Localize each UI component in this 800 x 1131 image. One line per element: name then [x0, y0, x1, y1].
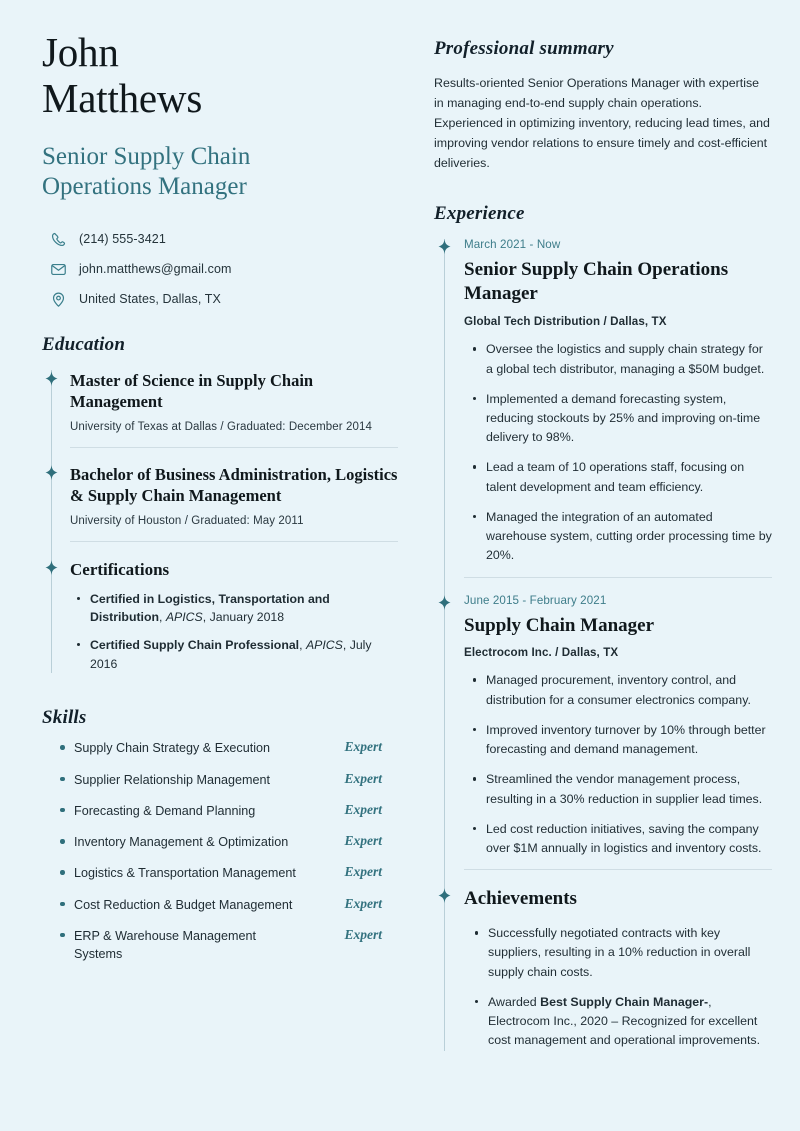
- contact-location[interactable]: [50, 291, 398, 308]
- experience-bullet: Managed the integration of an automated warehouse system, cutting order processing time by 20%.: [486, 508, 772, 566]
- candidate-name: [42, 30, 398, 122]
- experience-bullet: Managed procurement, inventory control, and distribution for a consumer electronics company.: [486, 671, 772, 709]
- phone-value: (214) 555-3421: [79, 232, 166, 247]
- education-degree: Master of Science in Supply Chain Management: [70, 370, 314, 412]
- candidate-job-title: [42, 142, 398, 203]
- education-degree: Bachelor of Business Administration, Logistics & Supply Chain Management: [70, 464, 398, 506]
- experience-item: [434, 231, 772, 577]
- experience-bullet: Oversee the logistics and supply chain strategy for a global tech distributor, managing a $50M budget.: [486, 340, 772, 378]
- certifications-list: [70, 590, 398, 674]
- experience-bullet: Implemented a demand forecasting system, reducing stockouts by 25% and improving on-time delivery to 98%.: [486, 390, 772, 448]
- experience-date: June 2015 - February 2021: [464, 593, 607, 607]
- sparkle-icon: [43, 370, 60, 387]
- skill-name: ERP & Warehouse Management Systems: [74, 928, 257, 962]
- experience-bullets: [464, 340, 772, 565]
- education-item: [42, 448, 398, 542]
- summary-text: Results-oriented Senior Operations Manager with expertise in managing end-to-end supply chain operations. Experienced in optimizing inventory, reducing lead times, and improving vendor relations to ensure timely and cost-efficient deliveries.: [434, 76, 770, 171]
- experience-date: March 2021 - Now: [464, 238, 561, 252]
- contact-email[interactable]: [50, 261, 398, 278]
- skill-item: [60, 833, 398, 851]
- certification-issuer: APICS: [165, 610, 203, 625]
- email-value: john.matthews@gmail.com: [79, 262, 232, 277]
- experience-bullet: Streamlined the vendor management process, resulting in a 30% reduction in supplier lead times.: [486, 770, 772, 808]
- education-meta: University of Houston / Graduated: May 2011: [70, 514, 304, 527]
- last-name: Matthews: [42, 74, 203, 121]
- skill-name: Cost Reduction & Budget Management: [74, 897, 293, 912]
- achievements-heading: Achievements: [464, 888, 577, 910]
- experience-title: Supply Chain Manager: [464, 614, 655, 636]
- achievement-prefix: Awarded: [488, 994, 541, 1009]
- certification-date: July 2016: [90, 637, 372, 671]
- skill-level: Expert: [344, 770, 382, 786]
- certification-name: Certified Supply Chain Professional: [90, 637, 300, 652]
- certification-item: Certified in Logistics, Transportation and Distribution, APICS, January 2018: [90, 590, 398, 627]
- experience-item: [434, 578, 772, 871]
- sparkle-icon: [43, 559, 60, 576]
- job-title-line-2: Operations Manager: [42, 173, 247, 201]
- left-column: [28, 30, 406, 1111]
- skill-name: Supply Chain Strategy & Execution: [74, 741, 271, 756]
- skill-name: Inventory Management & Optimization: [74, 835, 289, 850]
- skill-name: Forecasting & Demand Planning: [74, 803, 256, 818]
- certifications-item: [42, 542, 398, 674]
- skills-heading: Skills: [42, 707, 87, 729]
- education-heading: Education: [42, 333, 126, 355]
- certification-item: Certified Supply Chain Professional, APICS, July 2016: [90, 636, 398, 673]
- contact-phone[interactable]: [50, 231, 398, 248]
- job-title-line-1: Senior Supply Chain: [42, 142, 251, 170]
- experience-bullets: [464, 671, 772, 858]
- skill-level: Expert: [344, 895, 382, 911]
- skill-level: Expert: [344, 739, 382, 755]
- first-name: John: [42, 29, 119, 75]
- summary-heading: Professional summary: [434, 38, 614, 59]
- skill-item: [60, 864, 398, 882]
- sparkle-icon: [43, 464, 60, 481]
- phone-icon: [50, 231, 67, 248]
- skill-item: [60, 771, 398, 789]
- experience-bullet: Lead a team of 10 operations staff, focusing on talent development and team efficiency.: [486, 458, 772, 496]
- experience-company: Global Tech Distribution / Dallas, TX: [464, 315, 667, 329]
- skill-level: Expert: [344, 926, 382, 942]
- contact-list: [50, 231, 398, 308]
- experience-bullet: Led cost reduction initiatives, saving the company over $1M annually in logistics and inventory costs.: [486, 820, 772, 858]
- right-column: [406, 30, 772, 1111]
- skill-item: [60, 802, 398, 820]
- skill-name: Logistics & Transportation Management: [74, 866, 296, 881]
- sparkle-icon: [436, 887, 453, 904]
- achievement-suffix: , Electrocom Inc., 2020 – Recognized for excellent cost management and operational improvements.: [488, 994, 761, 1048]
- achievements-item: [434, 870, 772, 1050]
- skill-item: [60, 896, 398, 914]
- achievement-award-name: Best Supply Chain Manager-: [540, 994, 709, 1009]
- skill-name: Supplier Relationship Management: [74, 772, 271, 787]
- achievement-item: Successfully negotiated contracts with key suppliers, resulting in a 10% reduction in overall supply chain costs.: [488, 924, 772, 982]
- skill-item: [60, 739, 398, 757]
- experience-title: Senior Supply Chain Operations Manager: [464, 259, 729, 305]
- sparkle-icon: [436, 594, 453, 611]
- skill-level: Expert: [344, 801, 382, 817]
- skill-level: Expert: [344, 833, 382, 849]
- skill-item: [60, 927, 398, 964]
- skills-list: [42, 739, 398, 963]
- education-item: [42, 362, 398, 448]
- achievements-list: [464, 924, 772, 1050]
- skill-level: Expert: [344, 864, 382, 880]
- experience-bullet: Improved inventory turnover by 10% through better forecasting and demand management.: [486, 721, 772, 759]
- education-timeline: [42, 362, 398, 674]
- certification-issuer: APICS: [305, 637, 343, 652]
- experience-heading: Experience: [434, 203, 525, 225]
- certification-name: Certified in Logistics, Transportation and Distribution: [90, 591, 330, 625]
- education-meta: University of Texas at Dallas / Graduated: December 2014: [70, 420, 372, 433]
- location-value: United States, Dallas, TX: [79, 292, 221, 307]
- location-pin-icon: [50, 291, 67, 308]
- envelope-icon: [50, 261, 67, 278]
- experience-timeline: [434, 231, 772, 1050]
- experience-company: Electrocom Inc. / Dallas, TX: [464, 646, 619, 660]
- certification-date: January 2018: [209, 610, 285, 625]
- achievement-item: [488, 993, 772, 1051]
- certifications-heading: Certifications: [70, 559, 170, 579]
- sparkle-icon: [436, 238, 453, 255]
